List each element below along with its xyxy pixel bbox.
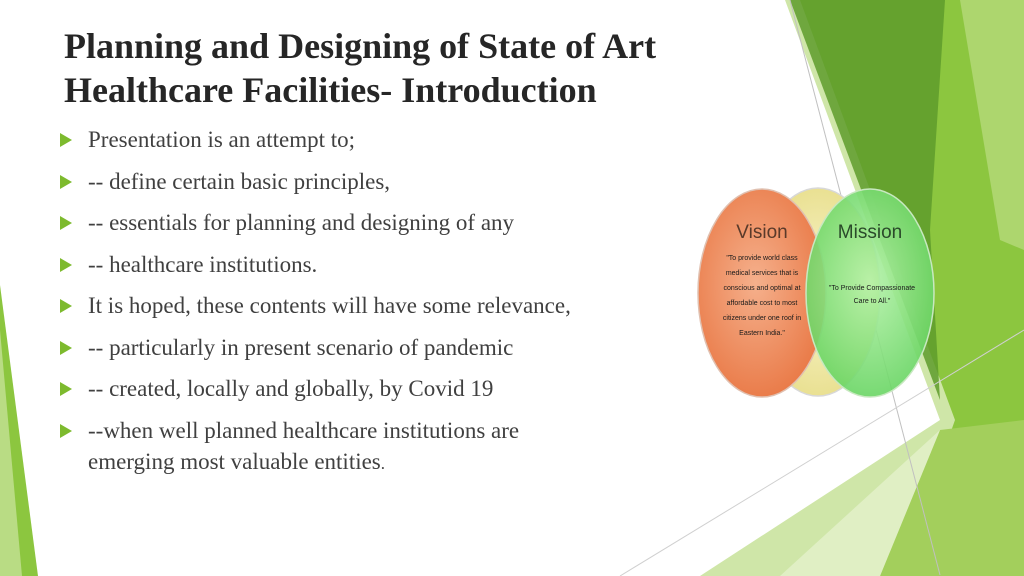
bullet-arrow-icon — [60, 258, 72, 272]
vision-mission-diagram — [694, 186, 936, 402]
bullet-text-line-1: --when well planned healthcare institutions are — [88, 418, 520, 443]
vision-line: affordable cost to most — [726, 300, 798, 307]
mission-line: "To Provide Compassionate — [828, 285, 916, 292]
bullet-text — [88, 415, 680, 479]
slide-title-line-1: Planning and Designing of State of Art — [64, 26, 657, 66]
bullet-arrow-icon — [60, 175, 72, 189]
bullet-text: -- particularly in present scenario of pandemic — [88, 335, 514, 360]
bullet-text-line-2: emerging most valuable entities — [88, 449, 381, 474]
bullet-arrow-icon — [60, 382, 72, 396]
vision-line: citizens under one roof in — [722, 315, 802, 322]
vision-line: conscious and optimal at — [723, 285, 801, 292]
bullet-arrow-icon — [60, 341, 72, 355]
bullet-text: -- essentials for planning and designing of any — [88, 210, 515, 235]
slide-title-line-2: Healthcare Facilities- Introduction — [64, 70, 597, 110]
bullet-text: -- created, locally and globally, by Covid 19 — [88, 376, 494, 401]
bullet-text: It is hoped, these contents will have some relevance, — [88, 293, 571, 318]
mission-line: Care to All." — [853, 298, 891, 305]
bullet-text: -- healthcare institutions. — [88, 252, 318, 277]
bullet-arrow-icon — [60, 216, 72, 230]
bullet-arrow-icon — [60, 299, 72, 313]
bullet-text: Presentation is an attempt to; — [88, 127, 356, 152]
mission-circle — [806, 189, 934, 397]
slide-title — [64, 24, 764, 112]
bullet-arrow-icon — [60, 133, 72, 147]
vision-line: medical services that is — [725, 270, 799, 277]
vision-line: "To provide world class — [726, 255, 798, 262]
bullet-text-end: . — [380, 454, 386, 473]
vision-line: Eastern India." — [739, 330, 785, 337]
bullet-arrow-icon — [60, 424, 72, 438]
bullet-text: -- define certain basic principles, — [88, 169, 391, 194]
mission-title: Mission — [837, 222, 903, 243]
vision-title: Vision — [736, 222, 788, 243]
